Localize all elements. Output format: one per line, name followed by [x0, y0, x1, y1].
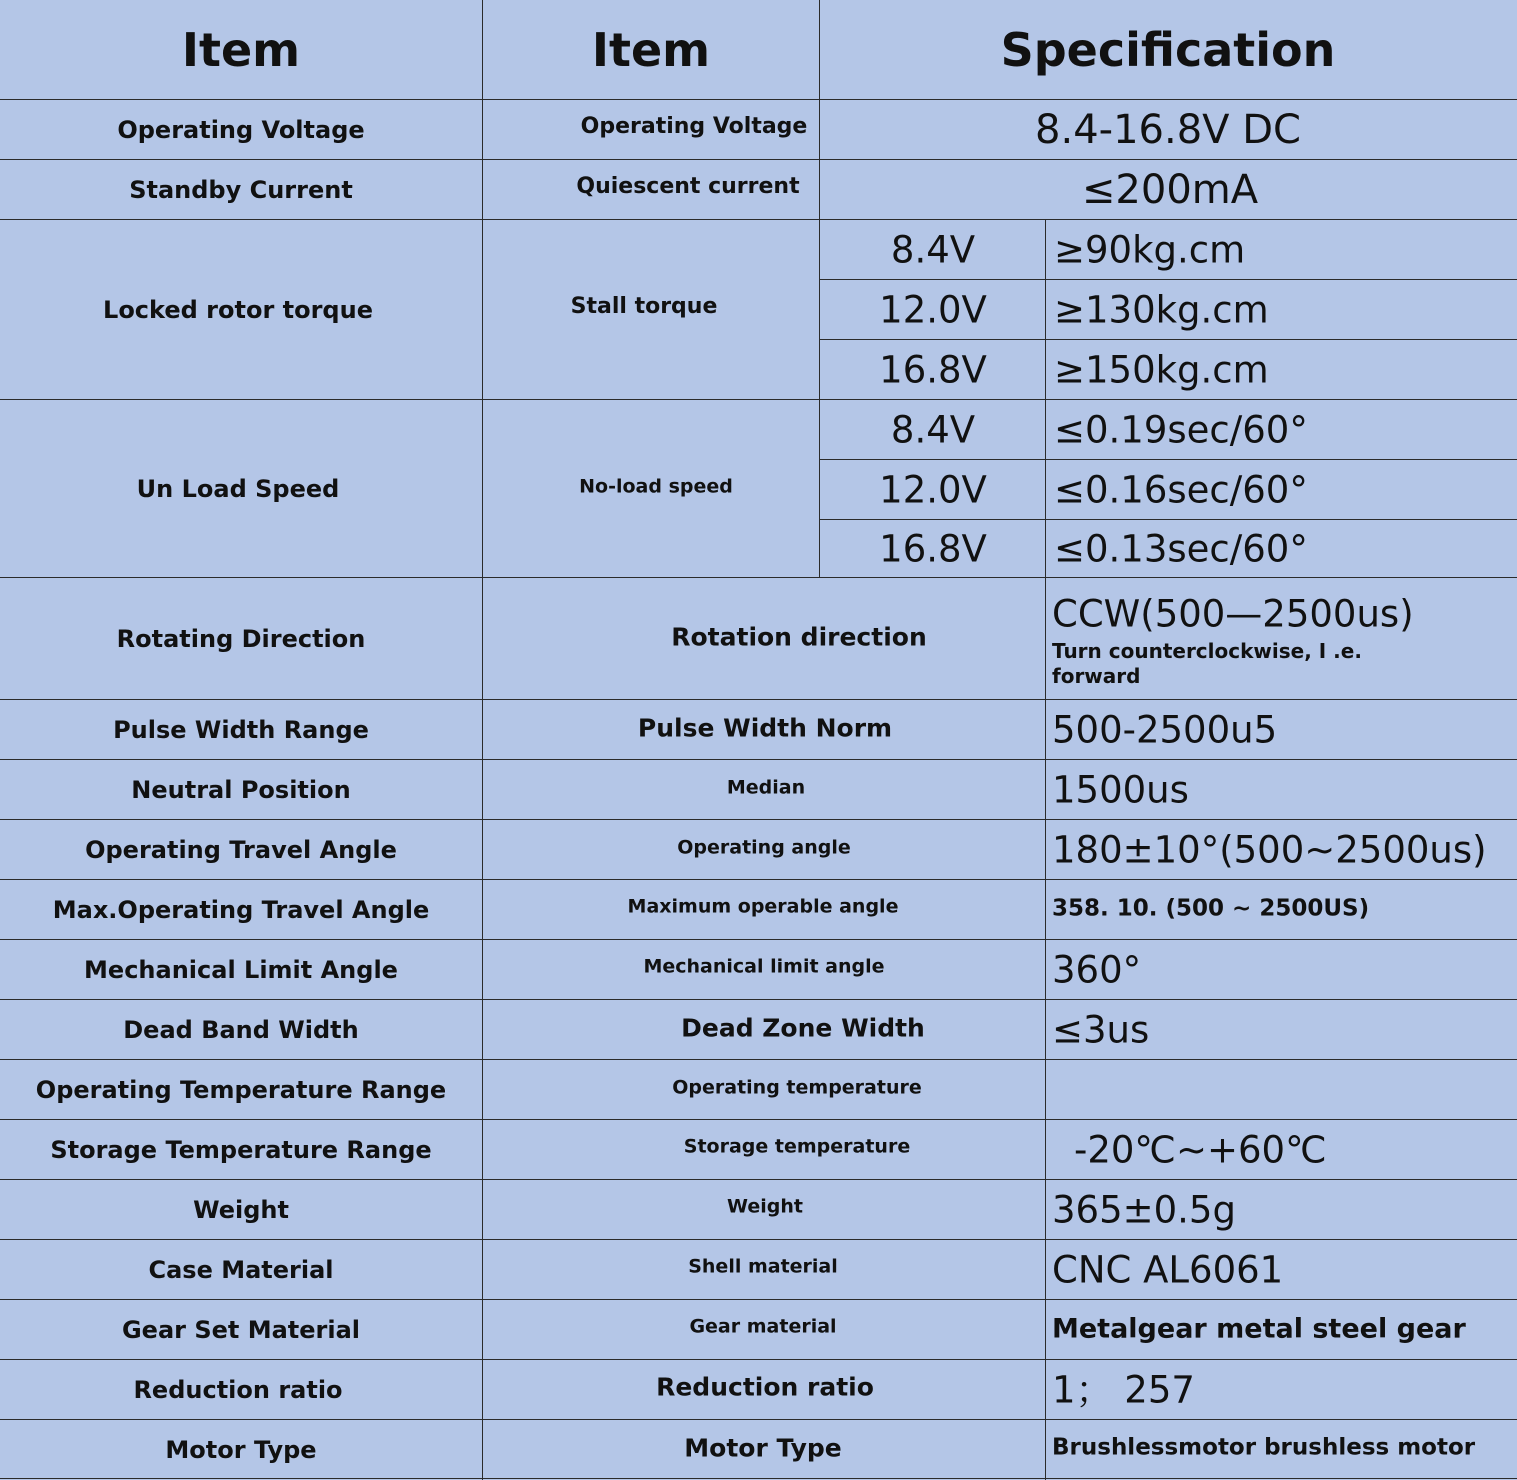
item-alt-label: Operating temperature	[672, 1076, 922, 1099]
item-alt-label: Weight	[727, 1195, 803, 1218]
spec-value: ≥150kg.cm	[1054, 348, 1269, 392]
spec-value: ≤0.19sec/60°	[1054, 408, 1308, 452]
divider	[0, 1119, 1517, 1120]
spec-value: 358. 10. (500 ~ 2500US)	[1052, 895, 1370, 922]
divider	[0, 1179, 1517, 1180]
spec-value: Brushlessmotor brushless motor	[1052, 1434, 1476, 1461]
spec-note: Turn counterclockwise, I .e.	[1052, 639, 1362, 663]
item-label: Operating Voltage	[117, 116, 365, 144]
voltage-label: 8.4V	[890, 228, 976, 272]
item-label: Gear Set Material	[121, 1316, 361, 1344]
column-header: Specification	[1000, 23, 1336, 77]
spec-value: ≥90kg.cm	[1054, 228, 1246, 272]
spec-value: Metalgear metal steel gear	[1052, 1313, 1466, 1345]
spec-value: ≤0.16sec/60°	[1054, 468, 1308, 512]
voltage-label: 8.4V	[890, 408, 976, 452]
item-label: Dead Band Width	[123, 1016, 359, 1044]
divider	[0, 159, 1517, 160]
divider	[820, 279, 1517, 280]
spec-value: 500-2500u5	[1052, 708, 1278, 752]
item-alt-label: Operating angle	[677, 836, 851, 859]
item-alt-label: Rotation direction	[671, 622, 927, 652]
item-label: Rotating Direction	[116, 625, 366, 653]
divider	[0, 1299, 1517, 1300]
column-header: Item	[181, 23, 301, 77]
spec-value: 360°	[1052, 948, 1142, 992]
divider	[0, 219, 1517, 220]
item-label: Reduction ratio	[133, 1376, 343, 1404]
spec-value: ≤0.13sec/60°	[1054, 527, 1308, 571]
spec-value: 180±10°(500~2500us)	[1052, 828, 1487, 872]
voltage-label: 12.0V	[879, 288, 987, 332]
divider	[0, 1059, 1517, 1060]
divider	[0, 999, 1517, 1000]
spec-value: ≤200mA	[1081, 167, 1259, 213]
item-alt-label: Motor Type	[684, 1433, 842, 1463]
item-label: Un Load Speed	[136, 475, 340, 503]
item-label: Locked rotor torque	[103, 296, 373, 324]
voltage-label: 12.0V	[879, 468, 987, 512]
divider	[0, 939, 1517, 940]
spec-value: 1500us	[1052, 768, 1189, 812]
item-label: Standby Current	[129, 176, 353, 204]
item-alt-label: Shell material	[688, 1255, 838, 1278]
item-alt-label: Operating Voltage	[580, 114, 808, 139]
item-label: Case Material	[148, 1256, 334, 1284]
item-alt-label: Dead Zone Width	[681, 1013, 925, 1043]
item-label: Storage Temperature Range	[50, 1136, 432, 1164]
spec-value: ≤3us	[1052, 1008, 1150, 1052]
item-label: Operating Temperature Range	[35, 1076, 447, 1104]
item-label: Operating Travel Angle	[85, 836, 397, 864]
item-label: Max.Operating Travel Angle	[52, 896, 430, 924]
divider	[0, 699, 1517, 700]
divider	[0, 1419, 1517, 1420]
item-alt-label: Quiescent current	[576, 174, 800, 199]
item-alt-label: Stall torque	[570, 294, 718, 319]
item-alt-label: Pulse Width Norm	[637, 713, 893, 743]
spec-note: forward	[1052, 664, 1141, 688]
item-alt-label: No-load speed	[579, 475, 733, 498]
divider	[820, 459, 1517, 460]
item-alt-label: Storage temperature	[683, 1135, 911, 1158]
divider	[0, 1359, 1517, 1360]
divider	[819, 0, 820, 578]
item-alt-label: Median	[726, 776, 806, 799]
divider	[1045, 219, 1046, 1480]
item-alt-label: Reduction ratio	[656, 1372, 874, 1402]
divider	[0, 99, 1517, 100]
divider	[0, 759, 1517, 760]
divider	[0, 399, 1517, 400]
item-label: Weight	[193, 1196, 289, 1224]
divider	[0, 819, 1517, 820]
item-label: Motor Type	[165, 1436, 317, 1464]
item-alt-label: Mechanical limit angle	[643, 955, 885, 978]
divider	[820, 339, 1517, 340]
spec-value: ≥130kg.cm	[1054, 288, 1269, 332]
divider	[820, 519, 1517, 520]
item-label: Pulse Width Range	[113, 716, 369, 744]
voltage-label: 16.8V	[879, 527, 987, 571]
spec-value: 365±0.5g	[1052, 1188, 1236, 1232]
item-alt-label: Gear material	[689, 1315, 837, 1338]
divider	[0, 1239, 1517, 1240]
spec-value: 8.4-16.8V DC	[1035, 107, 1301, 153]
item-label: Mechanical Limit Angle	[84, 956, 398, 984]
divider	[0, 577, 1517, 578]
item-label: Neutral Position	[131, 776, 351, 804]
divider	[0, 879, 1517, 880]
divider	[482, 0, 483, 1480]
spec-value: CCW(500—2500us)	[1052, 592, 1414, 636]
column-header: Item	[591, 23, 711, 77]
divider	[0, 1478, 1517, 1479]
spec-value: -20℃~+60℃	[1074, 1128, 1327, 1172]
voltage-label: 16.8V	[879, 348, 987, 392]
spec-value: CNC AL6061	[1052, 1248, 1284, 1292]
spec-value: 1； 257	[1052, 1368, 1195, 1412]
item-alt-label: Maximum operable angle	[627, 895, 899, 918]
